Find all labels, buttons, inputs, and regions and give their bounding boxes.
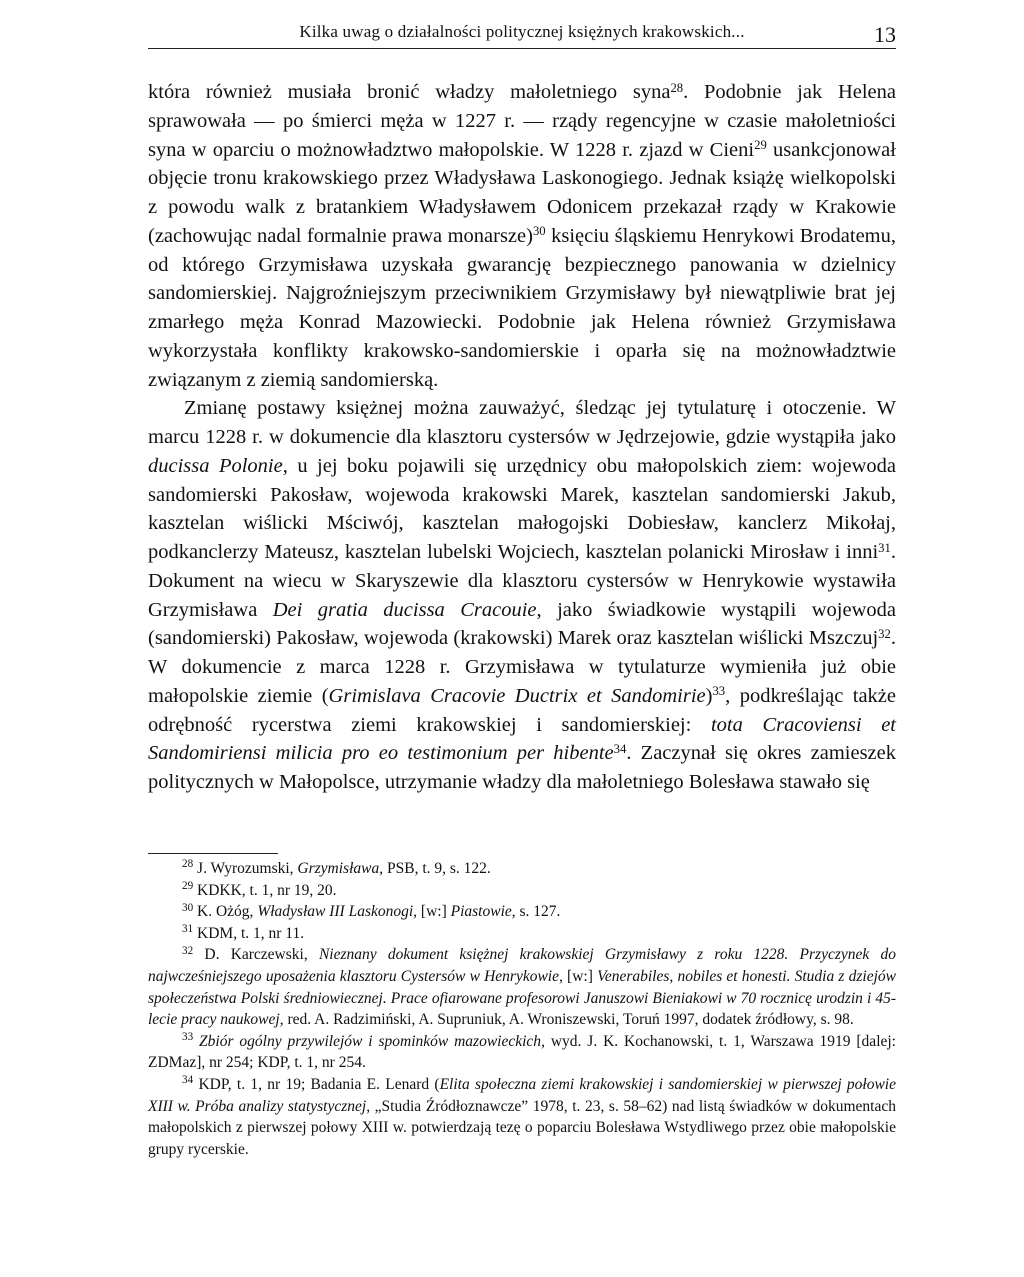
text-run: , PSB, t. 9, s. 122. [379, 860, 491, 877]
footnote [148, 923, 896, 945]
text-run: , „Studia Źródłoznawcze” 1978, t. 23, s. 58–62) nad listą świadków w dokumentach małopolskich z pierwszej połowy XIII w. potwierdzają tezę o poparciu Bolesława Wstydliwego przez obie małopolskie grupy rycerskie. [148, 1097, 896, 1158]
text-run: usankcjonował objęcie tronu krakowskiego przez Władysława Laskonogiego. Jednak książę wielkopolski z powodu walk z bratankiem Władysławem Odonicem przekazał rządy w Krakowie (zachowując nadal formalnie prawa monarsze) [148, 138, 896, 247]
italic-text: Piastowie [450, 903, 512, 921]
footnote [148, 1074, 896, 1160]
text-run: KDM, t. 1, nr 11. [193, 924, 305, 942]
text-run: która również musiała bronić władzy małoletniego syna [148, 81, 671, 103]
text-run: D. Karczewski, [193, 946, 319, 964]
italic-text: Nieznany dokument księżnej krakowskiej Grzymisławy z roku 1228. Przyczynek do najwcześniejszego uposażenia klasztoru Cystersów w Henrykowie [148, 946, 896, 985]
text-run: , wyd. J. K. Kochanowski, t. 1, Warszawa 1919 [dalej: ZDMaz], nr 254; KDP, t. 1, nr 254. [148, 1032, 896, 1072]
footnote-ref: 32 [878, 626, 891, 641]
text-run: , red. A. Radzimiński, A. Supruniuk, A. Wroniszewski, Toruń 1997, dodatek źródłowy, s. 98. [279, 1011, 854, 1029]
italic-text: Dei gratia ducissa Cracouie [272, 598, 537, 621]
text-run: . Dokument na wiecu w Skaryszewie dla klasztoru cystersów w Henrykowie wystawiła Grzymisława [148, 541, 896, 621]
text-run: K. Ożóg, [193, 903, 258, 921]
text-run: . Podobnie jak Helena sprawowała — po śmierci męża w 1227 r. — rządy regencyjne w czasie małoletniości syna w oparciu o możnowładztwo małopolskie. W 1228 r. zjazd w Cieni [148, 81, 897, 161]
footnote [148, 858, 896, 880]
body-paragraph [148, 394, 896, 797]
footnote-ref: 31 [878, 540, 891, 555]
footnote-ref: 29 [182, 880, 194, 893]
footnote-ref: 30 [182, 901, 194, 914]
body-text [148, 78, 896, 797]
italic-text: Władysław III Laskonogi [257, 903, 414, 921]
text-run: , podkreślając także odrębność rycerstwa ziemi krakowskiej i sandomierskiej: [148, 684, 896, 736]
footnotes [148, 858, 896, 1160]
text-run: , [w:] [559, 967, 598, 985]
footnote [148, 880, 896, 902]
footnote-ref: 28 [182, 858, 194, 871]
text-run: księciu śląskiemu Henrykowi Brodatemu, od którego Grzymisława uzyskała gwarancję bezpiecznego panowania w dzielnicy sandomierskiej. Najgroźniejszym przeciwnikiem Grzymisławy był niewątpliwie brat jej zmarłego męża Konrad Mazowiecki. Podobnie jak Helena również Grzymisława wykorzystała konflikty krakowsko-sandomierskie i oparła się na możnowładztwie związanym z ziemią sandomierską. [148, 224, 896, 391]
text-run: , [w:] [413, 903, 451, 921]
italic-text: ducissa Polonie [148, 454, 283, 477]
italic-text: tota Cracoviensi et Sandomiriensi milicia pro eo testimonium per hibente [148, 713, 896, 765]
footnote [148, 944, 896, 1030]
page-header [148, 22, 896, 49]
italic-text: Grzymisława [297, 860, 380, 877]
text-run: . W dokumencie z marca 1228 r. Grzymisława w tytulaturze wymieniła już obie małopolskie ziemie ( [148, 627, 896, 707]
footnote-separator [148, 853, 278, 854]
italic-text: Grimislava Cracovie Ductrix et Sandomirie [328, 684, 706, 707]
text-run: . Zaczynał się okres zamieszek politycznych w Małopolsce, utrzymanie władzy dla małoletniego Bolesława stawało się [148, 742, 896, 793]
text-run: ) [705, 684, 713, 707]
italic-text: Venerabiles, nobiles et honesti. Studia z dziejów społeczeństwa Polski średniowiecznej. Prace ofiarowane profesorowi Januszowi Bieniakowi w 70 rocznicę urodzin i 45-lecie pracy naukowej [148, 967, 897, 1029]
page-number: 13 [874, 22, 896, 47]
footnote [148, 1031, 896, 1074]
footnote [148, 901, 896, 923]
text-run: J. Wyrozumski, [193, 860, 298, 877]
footnote-ref: 30 [532, 224, 546, 239]
text-run: , u jej boku pojawili się urzędnicy obu małopolskich ziem: wojewoda sandomierski Pakosław, wojewoda krakowski Marek, kasztelan sandomierski Jakub, kasztelan wiślicki Mściwój, kasztelan małogojski Dobiesław, kanclerz Mikołaj, podkanclerzy Mateusz, kasztelan lubelski Wojciech, kasztelan polanicki Mirosław i inni [148, 454, 897, 563]
text-run: KDKK, t. 1, nr 19, 20. [193, 881, 337, 899]
body-paragraph [148, 78, 896, 394]
footnote-ref: 31 [182, 923, 194, 936]
footnote-ref: 34 [613, 741, 627, 756]
footnote-ref: 28 [670, 80, 684, 95]
footnote-ref: 29 [754, 138, 767, 153]
footnote-ref: 34 [182, 1074, 194, 1087]
footnote-ref: 32 [182, 944, 194, 957]
text-run: Zmianę postawy księżnej można zauważyć, śledząc jej tytulaturę i otoczenie. W marcu 1228 r. w dokumencie dla klasztoru cystersów w Jędrzejowie, gdzie wystąpiła jako [148, 397, 896, 448]
text-run: , jako świadkowie wystąpili wojewoda (sandomierski) Pakosław, wojewoda (krakowski) Marek oraz kasztelan wiślicki Mszczuj [148, 598, 897, 650]
footnote-ref: 33 [712, 684, 726, 699]
italic-text: Zbiór ogólny przywilejów i spominków mazowieckich [199, 1032, 542, 1050]
text-run: , s. 127. [511, 903, 561, 921]
running-title: Kilka uwag o działalności politycznej księżnych krakowskich... [299, 22, 745, 41]
footnote-ref: 33 [182, 1031, 194, 1044]
italic-text: Elita społeczna ziemi krakowskiej i sandomierskiej w pierwszej połowie XIII w. Próba analizy statystycznej [148, 1075, 896, 1115]
text-run: KDP, t. 1, nr 19; Badania E. Lenard ( [193, 1075, 440, 1093]
